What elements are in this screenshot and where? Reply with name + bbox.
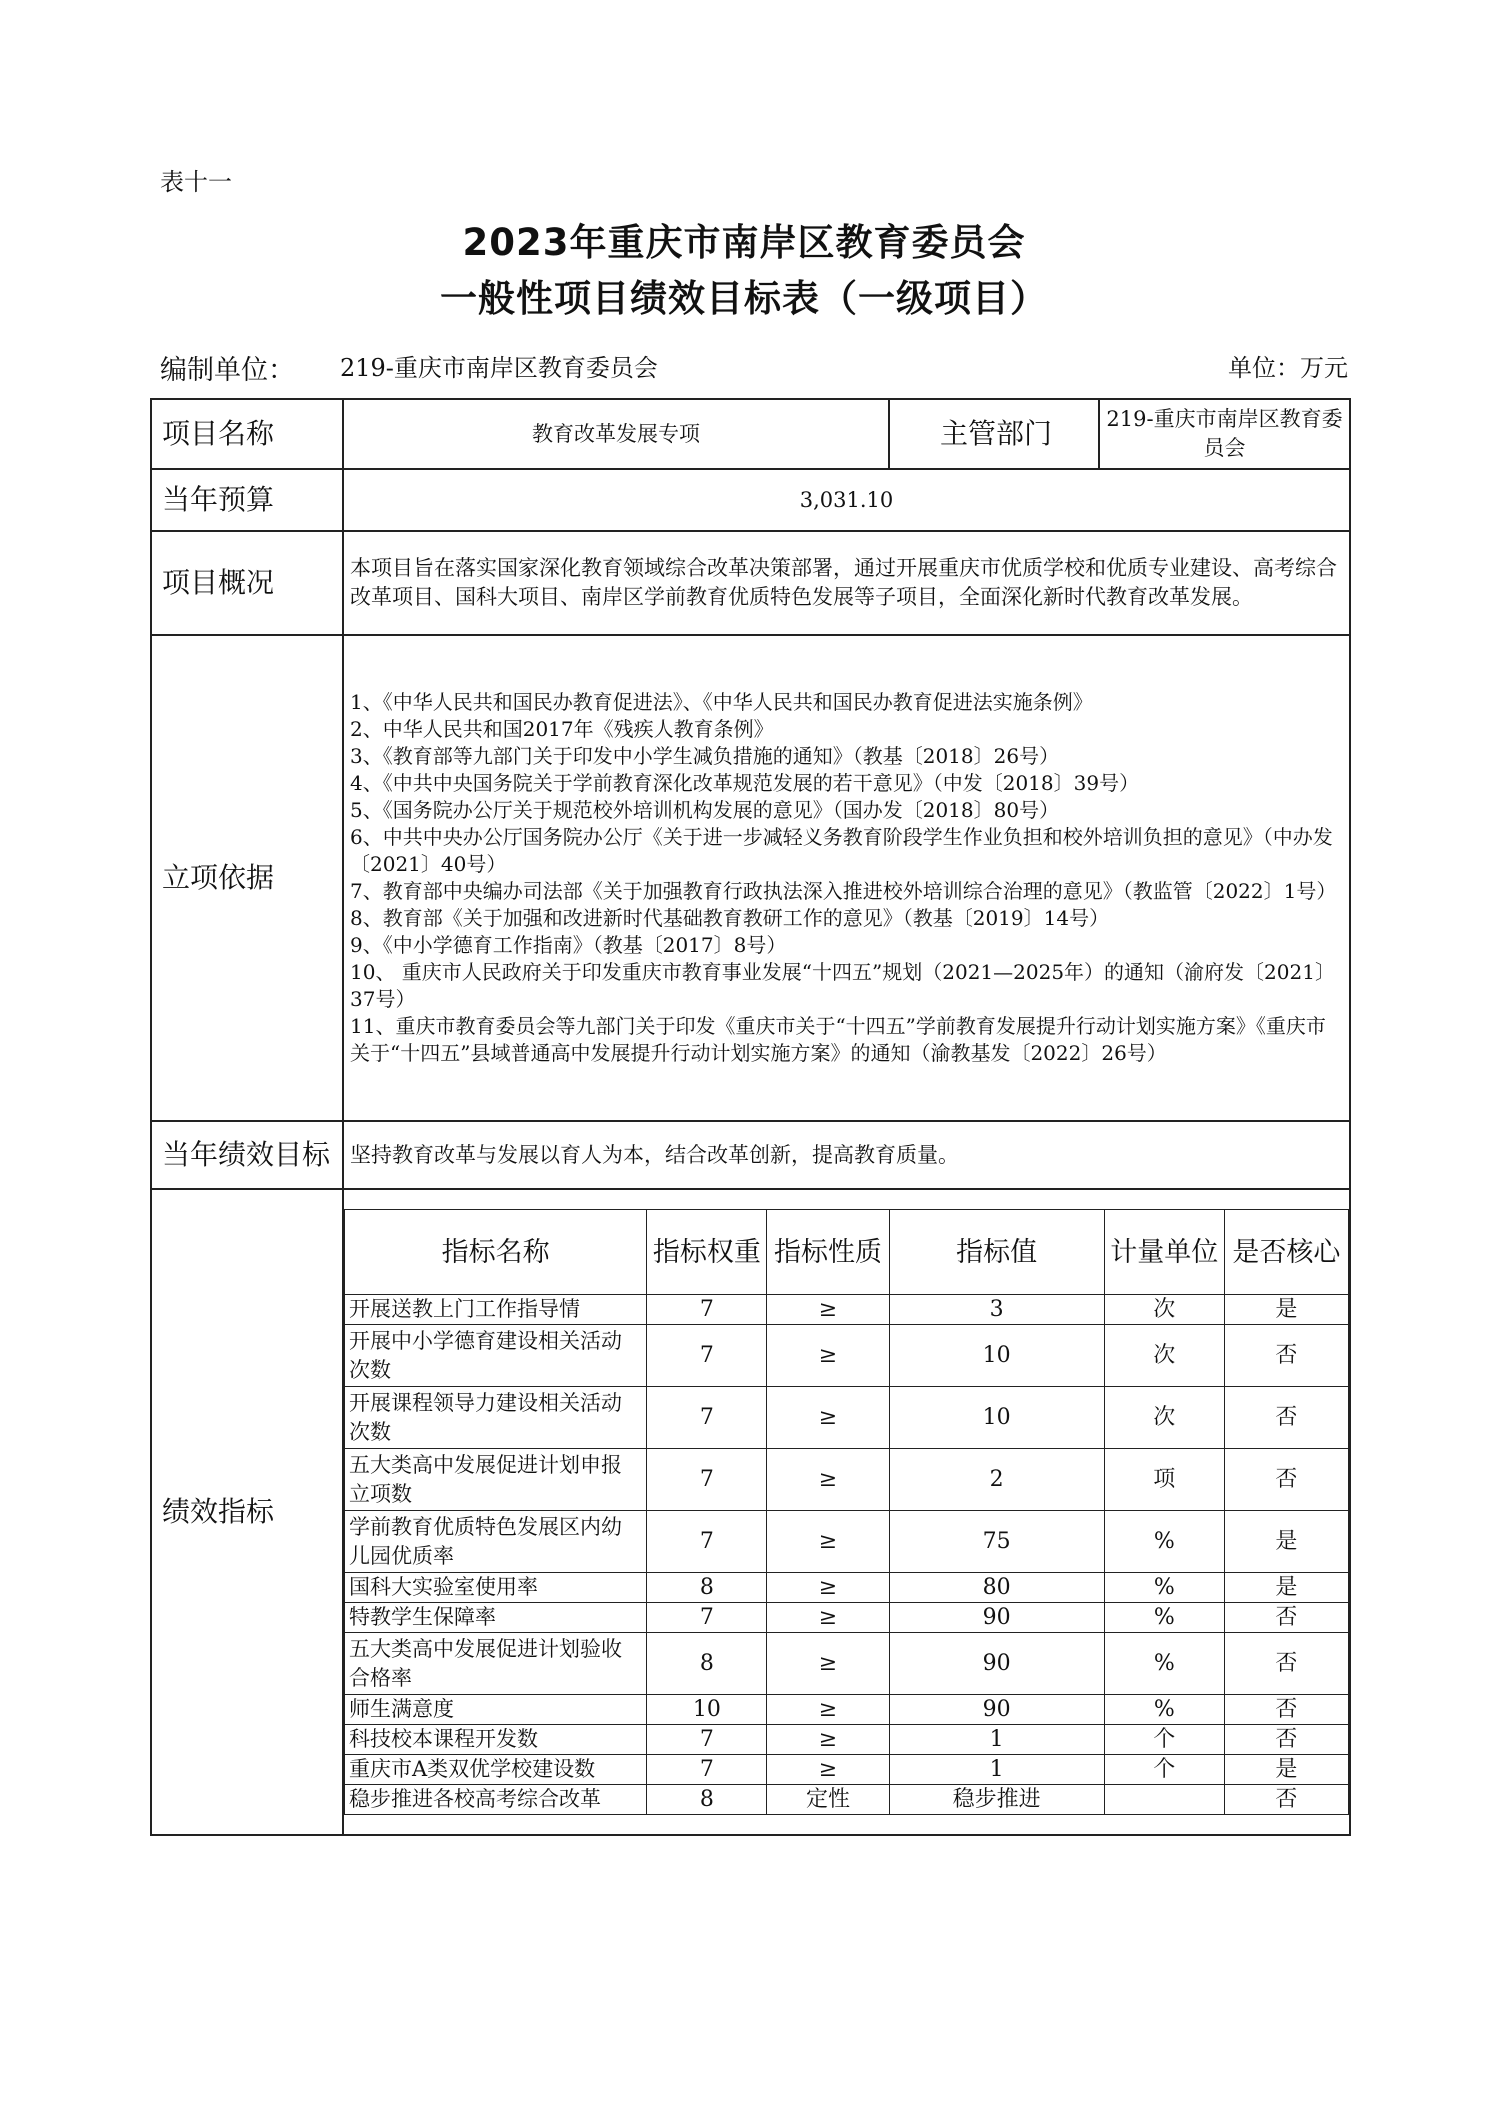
metric-name: 开展送教上门工作指导情 [345,1295,647,1325]
metric-name: 国科大实验室使用率 [345,1573,647,1603]
metric-value: 稳步推进 [889,1785,1104,1815]
basis-item: 7、教育部中央编办司法部《关于加强教育行政执法深入推进校外培训综合治理的意见》（教监管〔2022〕1号） [350,879,1337,903]
overview-row [151,531,1350,635]
basis-item: 3、《教育部等九部门关于印发中小学生减负措施的通知》（教基〔2018〕26号） [350,744,1060,768]
dept-value: 219-重庆市南岸区教育委员会 [1099,399,1350,469]
metric-nature: ≥ [767,1325,889,1387]
metric-core: 否 [1224,1695,1348,1725]
performance-table [150,398,1351,1836]
metric-core: 否 [1224,1725,1348,1755]
metric-unit: % [1104,1603,1224,1633]
metric-name: 重庆市A类双优学校建设数 [345,1755,647,1785]
metric-value: 1 [889,1755,1104,1785]
budget-value: 3,031.10 [343,469,1350,531]
metric-unit: % [1104,1695,1224,1725]
metric-name: 开展课程领导力建设相关活动次数 [345,1387,647,1449]
metric-nature: ≥ [767,1725,889,1755]
project-name-row [151,399,1350,469]
metric-unit: % [1104,1511,1224,1573]
table-id: 表十一 [160,168,232,196]
basis-item: 10、 重庆市人民政府关于印发重庆市教育事业发展“十四五”规划（2021—2025年）的通知（渝府发〔2021〕37号） [350,960,1335,1011]
metric-row [345,1755,1349,1785]
project-name-label: 项目名称 [151,399,343,469]
metric-value: 90 [889,1695,1104,1725]
metric-nature: ≥ [767,1449,889,1511]
metric-unit: 个 [1104,1755,1224,1785]
header-metric-name: 指标名称 [345,1210,647,1295]
basis-item: 4、《中共中央国务院关于学前教育深化改革规范发展的若干意见》（中发〔2018〕39号） [350,771,1140,795]
dept-label: 主管部门 [889,399,1099,469]
metric-core: 否 [1224,1633,1348,1695]
metric-nature: ≥ [767,1573,889,1603]
metric-core: 是 [1224,1511,1348,1573]
metric-value: 90 [889,1633,1104,1695]
metric-unit: 次 [1104,1387,1224,1449]
metric-core: 否 [1224,1387,1348,1449]
metrics-table [344,1209,1349,1815]
org-label: 编制单位： [160,355,295,386]
metric-name: 稳步推进各校高考综合改革 [345,1785,647,1815]
metrics-label: 绩效指标 [151,1189,343,1835]
metric-weight: 7 [647,1325,767,1387]
metric-weight: 7 [647,1511,767,1573]
header-metric-nature: 指标性质 [767,1210,889,1295]
metric-row [345,1785,1349,1815]
doc-title-line2: 一般性项目绩效目标表（一级项目） [440,277,1048,320]
header-metric-weight: 指标权重 [647,1210,767,1295]
metric-unit: 个 [1104,1725,1224,1755]
basis-item: 11、重庆市教育委员会等九部门关于印发《重庆市关于“十四五”学前教育发展提升行动计划实施方案》《重庆市关于“十四五”县域普通高中发展提升行动计划实施方案》的通知（渝教基发〔2022〕26号） [350,1014,1326,1065]
metric-nature: ≥ [767,1511,889,1573]
metric-core: 否 [1224,1603,1348,1633]
metric-name: 开展中小学德育建设相关活动次数 [345,1325,647,1387]
goal-label: 当年绩效目标 [151,1121,343,1189]
metric-name: 五大类高中发展促进计划申报立项数 [345,1449,647,1511]
metric-name: 科技校本课程开发数 [345,1725,647,1755]
basis-list [343,635,1350,1121]
metric-nature: ≥ [767,1603,889,1633]
metric-unit [1104,1785,1224,1815]
basis-label: 立项依据 [151,635,343,1121]
metric-weight: 7 [647,1387,767,1449]
metric-row [345,1695,1349,1725]
metric-core: 否 [1224,1325,1348,1387]
basis-item: 8、教育部《关于加强和改进新时代基础教育教研工作的意见》（教基〔2019〕14号） [350,906,1110,930]
metric-row [345,1387,1349,1449]
metric-weight: 7 [647,1449,767,1511]
basis-item: 1、《中华人民共和国民办教育促进法》、《中华人民共和国民办教育促进法实施条例》 [350,690,1093,714]
metric-weight: 10 [647,1695,767,1725]
metric-nature: ≥ [767,1755,889,1785]
basis-item: 9、《中小学德育工作指南》（教基〔2017〕8号） [350,933,787,957]
metrics-header-row [345,1210,1349,1295]
budget-label: 当年预算 [151,469,343,531]
basis-row [151,635,1350,1121]
metric-unit: % [1104,1573,1224,1603]
metric-core: 是 [1224,1573,1348,1603]
metric-nature: ≥ [767,1633,889,1695]
metric-weight: 7 [647,1603,767,1633]
budget-row [151,469,1350,531]
metric-nature: 定性 [767,1785,889,1815]
metric-row [345,1325,1349,1387]
metric-value: 80 [889,1573,1104,1603]
metric-name: 师生满意度 [345,1695,647,1725]
metric-value: 10 [889,1325,1104,1387]
metrics-cell [343,1189,1350,1835]
metric-unit: % [1104,1633,1224,1695]
metric-weight: 8 [647,1785,767,1815]
basis-item: 2、中华人民共和国2017年《残疾人教育条例》 [350,717,774,741]
metric-core: 是 [1224,1295,1348,1325]
basis-item: 5、《国务院办公厅关于规范校外培训机构发展的意见》（国办发〔2018〕80号） [350,798,1060,822]
goal-value: 坚持教育改革与发展以育人为本，结合改革创新，提高教育质量。 [343,1121,1350,1189]
metric-row [345,1295,1349,1325]
metric-name: 五大类高中发展促进计划验收合格率 [345,1633,647,1695]
org-value: 219-重庆市南岸区教育委员会 [340,354,658,382]
metric-core: 是 [1224,1755,1348,1785]
metric-value: 1 [889,1725,1104,1755]
metric-unit: 次 [1104,1325,1224,1387]
metric-value: 75 [889,1511,1104,1573]
overview-value: 本项目旨在落实国家深化教育领域综合改革决策部署，通过开展重庆市优质学校和优质专业建设、高考综合改革项目、国科大项目、南岸区学前教育优质特色发展等子项目，全面深化新时代教育改革发展。 [343,531,1350,635]
basis-item: 6、中共中央办公厅国务院办公厅《关于进一步减轻义务教育阶段学生作业负担和校外培训负担的意见》（中办发〔2021〕40号） [350,825,1333,876]
metric-value: 3 [889,1295,1104,1325]
metric-core: 否 [1224,1785,1348,1815]
metric-row [345,1633,1349,1695]
metric-weight: 7 [647,1755,767,1785]
metric-row [345,1725,1349,1755]
metric-row [345,1573,1349,1603]
header-metric-unit: 计量单位 [1104,1210,1224,1295]
header-metric-core: 是否核心 [1224,1210,1348,1295]
money-unit: 单位：万元 [1228,354,1348,382]
metric-weight: 7 [647,1295,767,1325]
metric-weight: 8 [647,1633,767,1695]
metric-value: 10 [889,1387,1104,1449]
goal-row [151,1121,1350,1189]
metric-nature: ≥ [767,1295,889,1325]
metric-nature: ≥ [767,1387,889,1449]
metric-name: 特教学生保障率 [345,1603,647,1633]
metric-weight: 7 [647,1725,767,1755]
metric-value: 90 [889,1603,1104,1633]
metric-core: 否 [1224,1449,1348,1511]
metric-unit: 项 [1104,1449,1224,1511]
metric-row [345,1603,1349,1633]
metric-unit: 次 [1104,1295,1224,1325]
metric-nature: ≥ [767,1695,889,1725]
metric-row [345,1449,1349,1511]
metric-name: 学前教育优质特色发展区内幼儿园优质率 [345,1511,647,1573]
metrics-row [151,1189,1350,1835]
doc-title-line1: 2023年重庆市南岸区教育委员会 [462,221,1026,264]
header-metric-value: 指标值 [889,1210,1104,1295]
metric-row [345,1511,1349,1573]
metric-value: 2 [889,1449,1104,1511]
metric-weight: 8 [647,1573,767,1603]
project-name-value: 教育改革发展专项 [343,399,889,469]
overview-label: 项目概况 [151,531,343,635]
